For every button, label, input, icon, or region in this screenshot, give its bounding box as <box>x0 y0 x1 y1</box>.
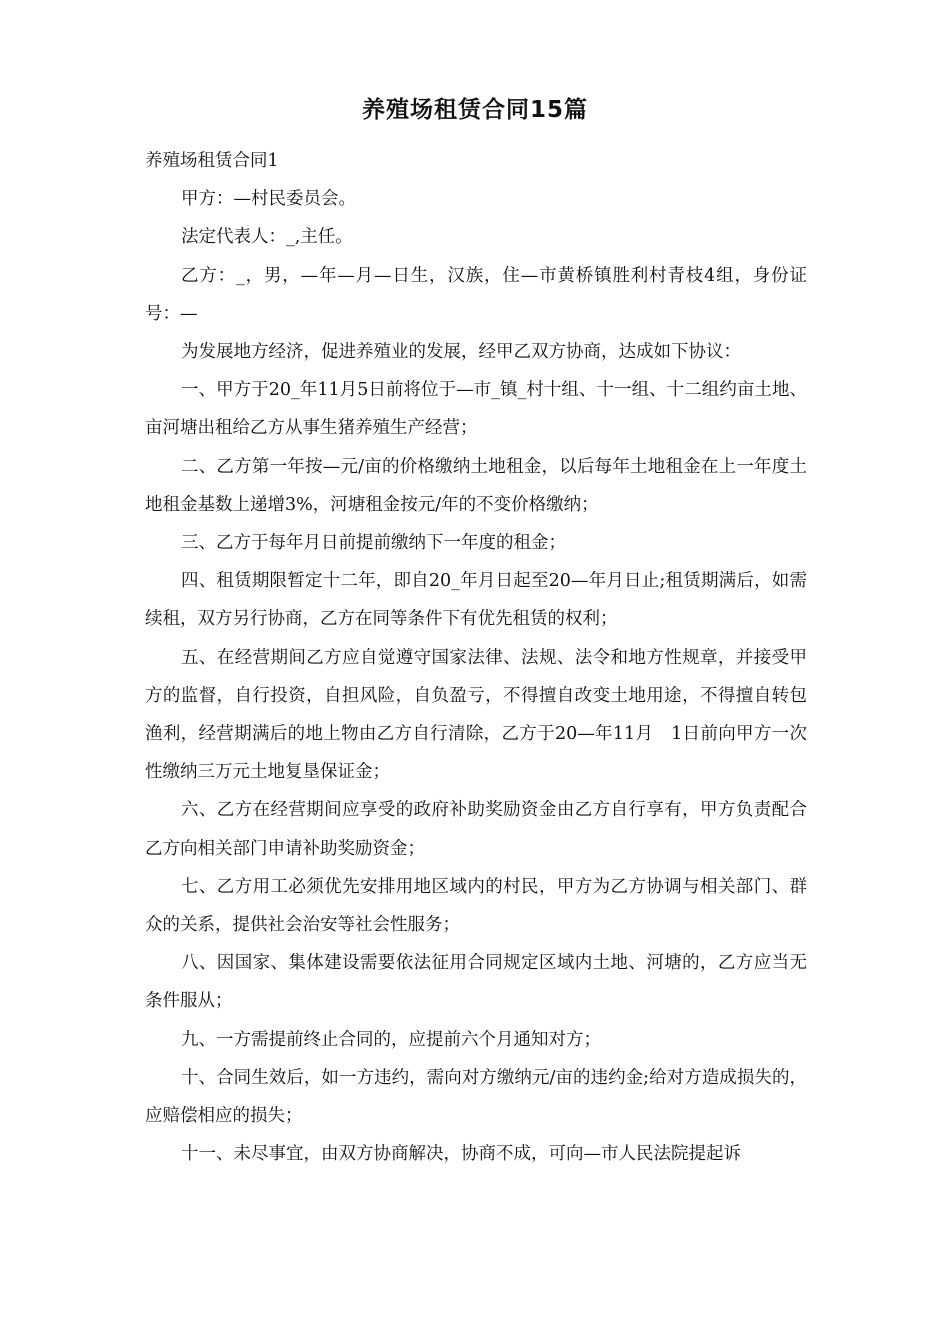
clause-11: 十一、未尽事宜，由双方协商解决，协商不成，可向—市人民法院提起诉 <box>181 1144 741 1165</box>
clause-10: 十、合同生效后，如一方违约，需向对方缴纳元/亩的违约金;给对方造成损失的，应赔偿相应的损失； <box>145 1067 807 1127</box>
document-title: 养殖场租赁合同15篇 <box>361 97 588 123</box>
party-b-paragraph: 乙方：_，男，—年—月—日生，汉族，住—市黄桥镇胜利村青枝4组，身份证 号：— <box>145 265 825 324</box>
clause-5: 五、在经营期间乙方应自觉遵守国家法律、法规、法令和地方性规章，并接受甲方的监督，自行投资，自担风险，自负盈亏，不得擅自改变土地用途，不得擅自转包渔利，经营期满后的地上物由乙方自行清除，乙方于20—年11月 1日前向甲方一次性缴纳三万元土地复垦保证金； <box>145 647 807 783</box>
clause-7: 七、乙方用工必须优先安排用地区域内的村民，甲方为乙方协调与相关部门、群众的关系，提供社会治安等社会性服务； <box>145 876 807 936</box>
party-a-paragraph: 甲方：—村民委员会。 <box>181 189 356 210</box>
clause-2: 二、乙方第一年按—元/亩的价格缴纳土地租金，以后每年土地租金在上一年度土地租金基数上递增3%，河塘租金按元/年的不变价格缴纳； <box>145 456 807 515</box>
clause-9: 九、一方需提前终止合同的，应提前六个月通知对方； <box>181 1029 601 1050</box>
clause-3: 三、乙方于每年月日前提前缴纳下一年度的租金； <box>181 533 566 554</box>
contract-subtitle: 养殖场租赁合同1 <box>145 151 279 171</box>
clause-8: 八、因国家、集体建设需要依法征用合同规定区域内土地、河塘的，乙方应当无条件服从； <box>145 953 807 1012</box>
clause-6: 六、乙方在经营期间应享受的政府补助奖励资金由乙方自行享有，甲方负责配合乙方向相关部门申请补助奖励资金； <box>145 800 807 859</box>
clause-4: 四、租赁期限暂定十二年，即自20_年月日起至20—年月日止;租赁期满后，如需续租，双方另行协商，乙方在同等条件下有优先租赁的权利； <box>145 571 807 630</box>
clause-1: 一、甲方于20_年11月5日前将位于—市_镇_村十组、十一组、十二组约亩土地、亩河塘出租给乙方从事生猪养殖生产经营； <box>145 380 807 439</box>
legal-representative-paragraph: 法定代表人：_,主任。 <box>181 227 353 248</box>
document-body <box>145 142 825 1173</box>
preamble-paragraph: 为发展地方经济，促进养殖业的发展，经甲乙双方协商，达成如下协议： <box>181 342 741 363</box>
